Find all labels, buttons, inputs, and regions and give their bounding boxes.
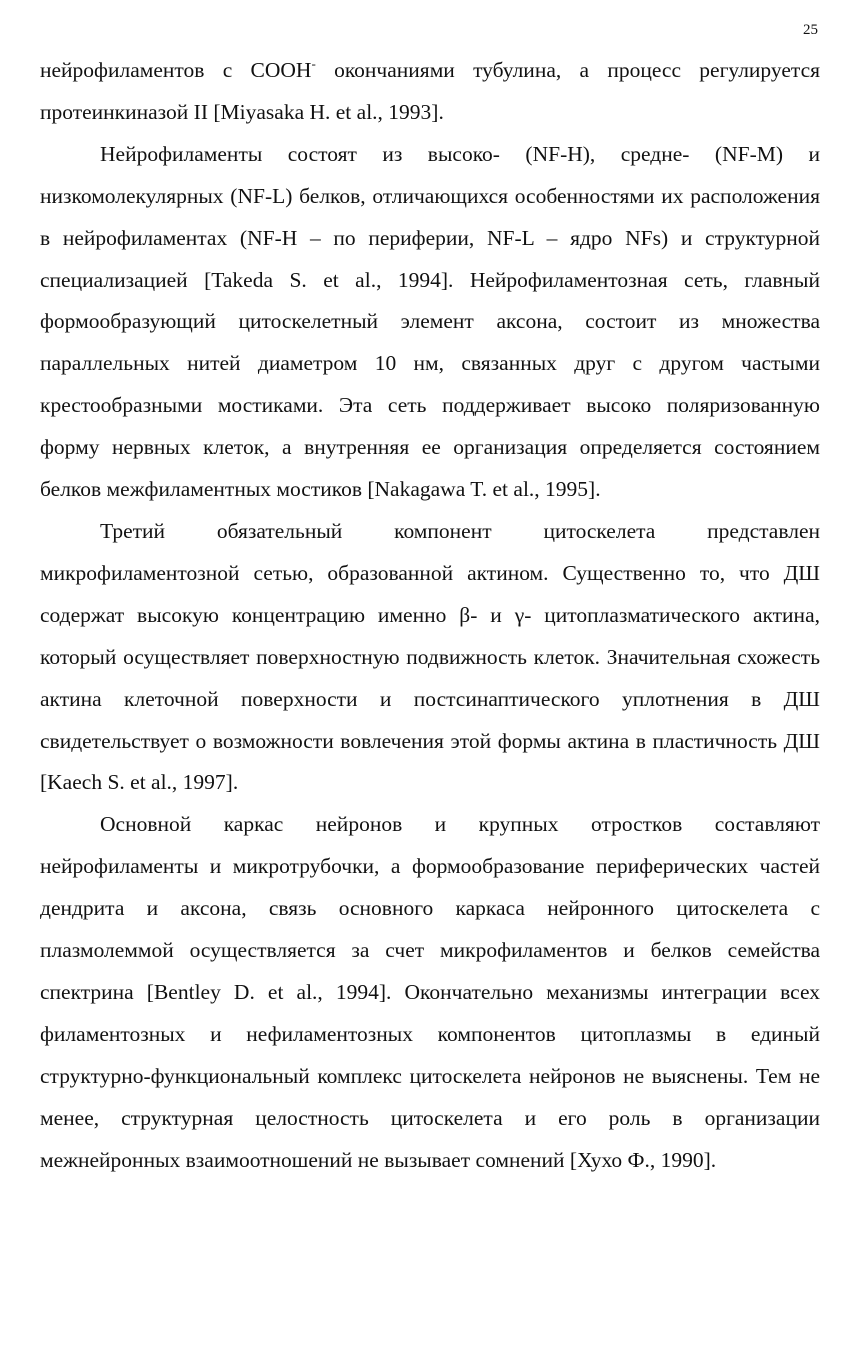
paragraph-text-post: окончаниями тубулина, а процесс регулируется протеинкиназой II [Miyasaka H. et al., 1993]. xyxy=(40,58,820,124)
paragraph-text-pre: нейрофиламентов с СООН xyxy=(40,58,312,82)
paragraph-microfilaments: Третий обязательный компонент цитоскелета представлен микрофиламентозной сетью, образованной актином. Существенно то, что ДШ содержат высокую концентрацию именно β- и γ- цитоплазматического актина, который осуществляет поверхностную подвижность клеток. Значительная схожесть актина клеточной поверхности и постсинаптического уплотнения в ДШ свидетельствует о возможности вовлечения этой формы актина в пластичность ДШ [Kaech S. et al., 1997]. xyxy=(40,518,820,795)
superscript-charge: - xyxy=(311,56,316,71)
paragraph-neurofilaments: Нейрофиламенты состоят из высоко- (NF-H), средне- (NF-M) и низкомолекулярных (NF-L) белков, отличающихся особенностями их расположения в нейрофиламентах (NF-H – по периферии, NF-L – ядро NFs) и структурной специализацией [Takeda S. et al., 1994]. Нейрофиламентозная сеть, главный формообразующий цитоскелетный элемент аксона, состоит из множества параллельных нитей диаметром 10 нм, связанных друг с другом частыми крестообразными мостиками. Эта сеть поддерживает высоко поляризованную форму нервных клеток, а внутренняя ее организация определяется состоянием белков межфиламентных мостиков [Nakagawa T. et al., 1995]. xyxy=(40,141,820,502)
page-number: 25 xyxy=(803,22,818,38)
document-body xyxy=(40,50,820,1181)
paragraph-cytoskeleton-framework: Основной каркас нейронов и крупных отростков составляют нейрофиламенты и микротрубочки, а формообразование периферических частей дендрита и аксона, связь основного каркаса нейронного цитоскелета с плазмолеммой осуществляется за счет микрофиламентов и белков семейства спектрина [Bentley D. et al., 1994]. Окончательно механизмы интеграции всех филаментозных и нефиламентозных компонентов цитоплазмы в единый структурно-функциональный комплекс цитоскелета нейронов не выяснены. Тем не менее, структурная целостность цитоскелета и его роль в организации межнейронных взаимоотношений не вызывает сомнений [Хухо Ф., 1990]. xyxy=(40,812,820,1172)
paragraph-continuation xyxy=(40,50,820,134)
